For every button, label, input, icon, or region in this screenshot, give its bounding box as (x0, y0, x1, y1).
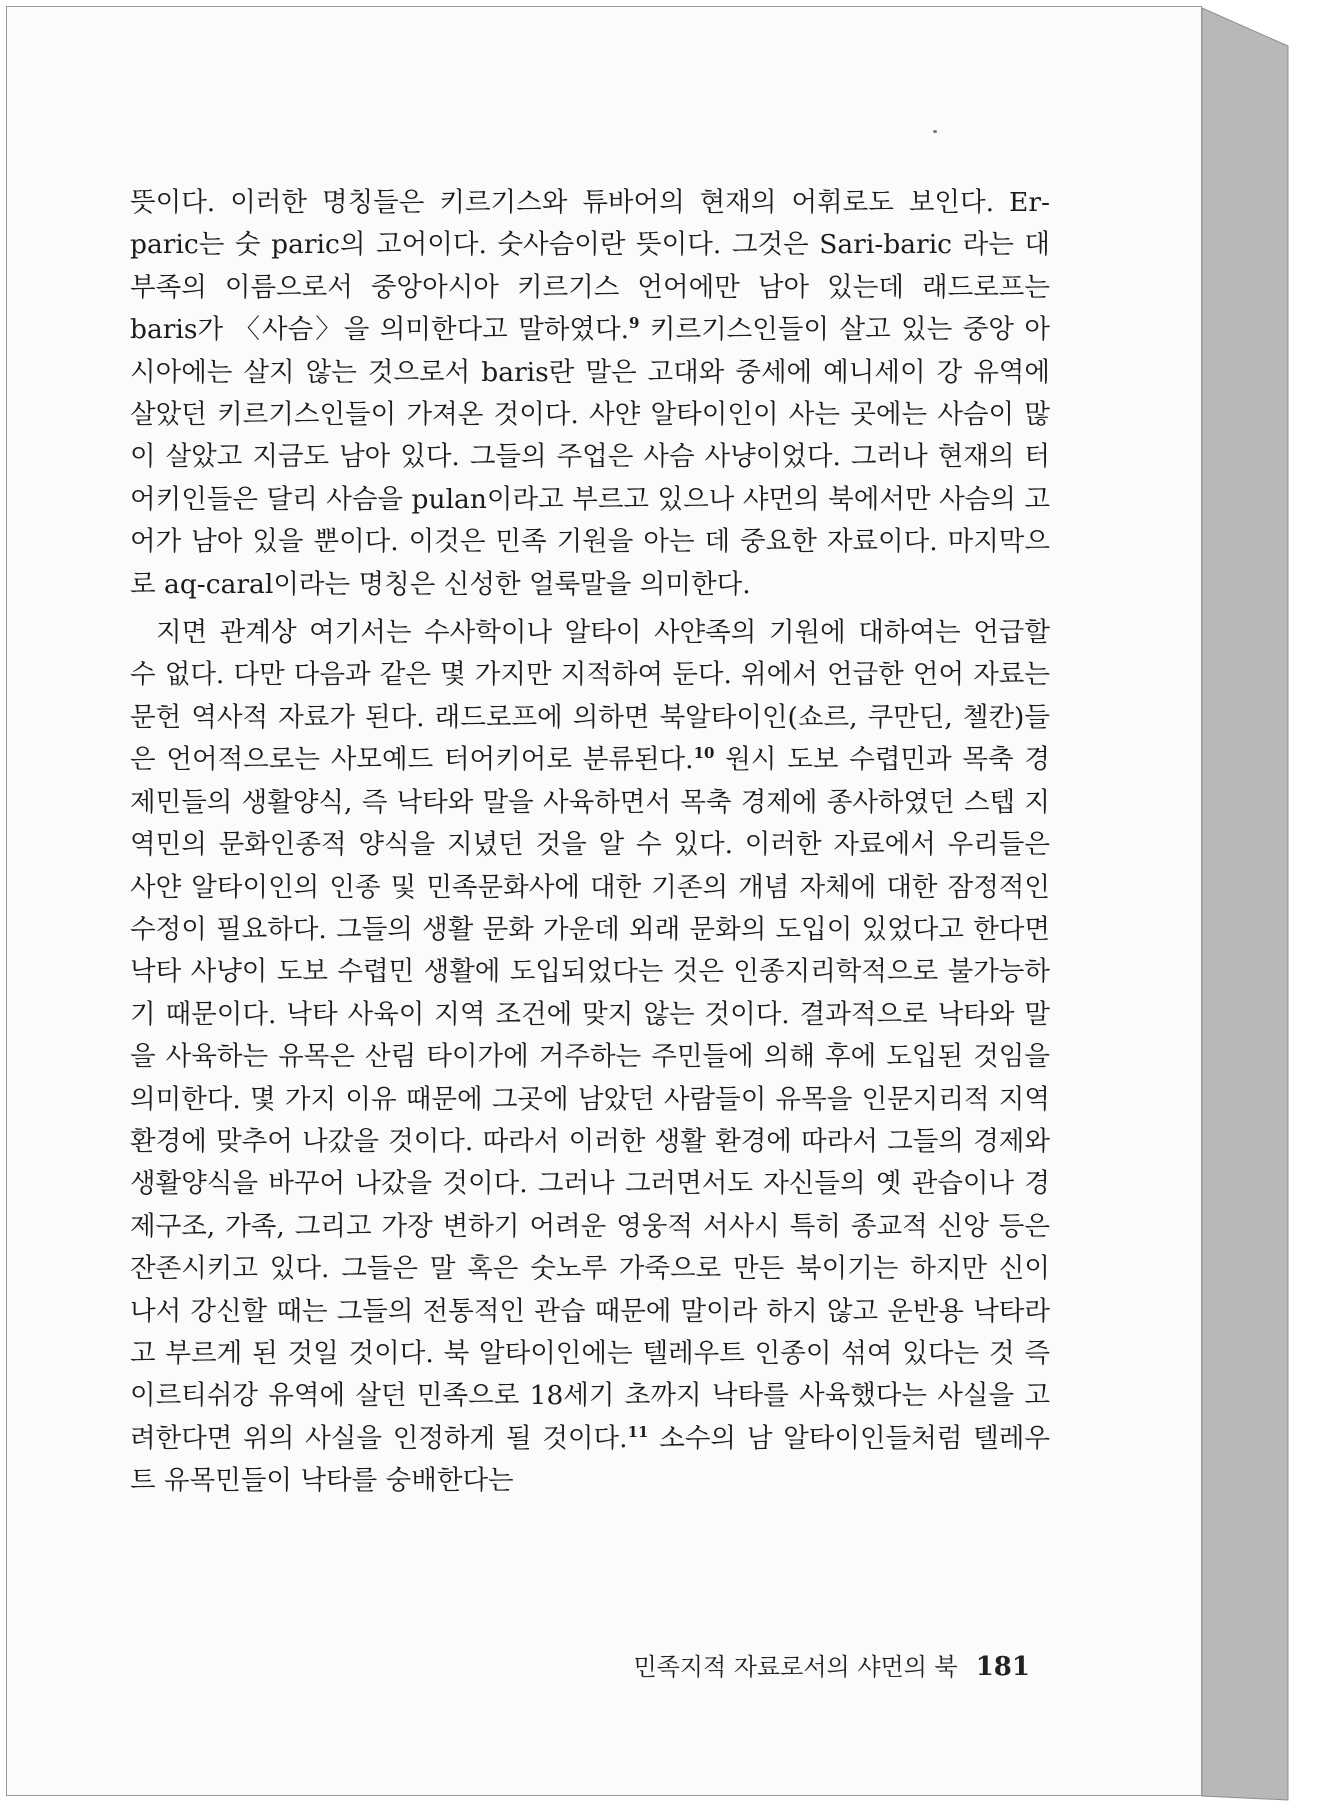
page-number: 181 (975, 1652, 1030, 1682)
footnote-ref-10: 10 (693, 744, 715, 763)
running-title: 민족지적 자료로서의 샤먼의 북 (633, 1653, 958, 1681)
footnote-ref-11: 11 (627, 1422, 649, 1441)
paragraph-2-part-1: 지면 관계상 여기서는 수사학이나 알타이 사얀족의 기원에 대하여는 언급할 수 없다. 다만 다음과 같은 몇 가지만 지적하여 둔다. 위에서 언급한 언어 자료는 문헌 역사적 자료가 된다. 래드로프에 의하면 북알타이인(쇼르, 쿠만딘, 첼칸)들은 언어적으로는 사모예드 터어키어로 분류된다. (130, 617, 1050, 776)
footnote-ref-9: 9 (629, 314, 640, 333)
page-body-text (130, 182, 1050, 1503)
scan-speck (933, 130, 937, 133)
paragraph-2-part-2: 원시 도보 수렵민과 목축 경제민들의 생활양식, 즉 낙타와 말을 사육하면서 목축 경제에 종사하였던 스텝 지역민의 문화인종적 양식을 지녔던 것을 알 수 있다. 이러한 자료에서 우리들은 사얀 알타이인의 인종 및 민족문화사에 대한 기존의 개념 자체에 대한 잠정적인 수정이 필요하다. 그들의 생활 문화 가운데 외래 문화의 도입이 있었다고 한다면 낙타 사냥이 도보 수렵민 생활에 도입되었다는 것은 인종지리학적으로 불가능하기 때문이다. 낙타 사육이 지역 조건에 맞지 않는 것이다. 결과적으로 낙타와 말을 사육하는 유목은 산림 타이가에 거주하는 주민들에 의해 후에 도입된 것임을 의미한다. 몇 가지 이유 때문에 그곳에 남았던 사람들이 유목을 인문지리적 지역 환경에 맞추어 나갔을 것이다. 따라서 이러한 생활 환경에 따라서 그들의 경제와 생활양식을 바꾸어 나갔을 것이다. 그러나 그러면서도 자신들의 옛 관습이나 경제구조, 가족, 그리고 가장 변하기 어려운 영웅적 서사시 특히 종교적 신앙 등은 잔존시키고 있다. 그들은 말 혹은 숫노루 가죽으로 만든 북이기는 하지만 신이 나서 강신할 때는 그들의 전통적인 관습 때문에 말이라 하지 않고 운반용 낙타라고 부르게 된 것일 것이다. 북 알타이인에는 텔레우트 인종이 섞여 있다는 것 즉 이르티쉬강 유역에 살던 민족으로 18세기 초까지 낙타를 사육했다는 사실을 고려한다면 위의 사실을 인정하게 될 것이다. (130, 744, 1050, 1454)
book-side-panel (1202, 8, 1288, 1800)
paragraph-1-part-2: 키르기스인들이 살고 있는 중앙 아시아에는 살지 않는 것으로서 baris란 말은 고대와 중세에 예니세이 강 유역에 살았던 키르기스인들이 가져온 것이다. 사얀 알타이인이 사는 곳에는 사슴이 많이 살았고 지금도 남아 있다. 그들의 주업은 사슴 사냥이었다. 그러나 현재의 터어키인들은 달리 사슴을 pulan이라고 부르고 있으나 샤먼의 북에서만 사슴의 고어가 남아 있을 뿐이다. 이것은 민족 기원을 아는 데 중요한 자료이다. 마지막으로 aq-caral이라는 명칭은 신성한 얼룩말을 의미한다. (130, 314, 1050, 600)
paragraph-1 (130, 182, 1050, 606)
paragraph-1-part-1: 뜻이다. 이러한 명칭들은 키르기스와 튜바어의 현재의 어휘로도 보인다. Er-paric는 숫 paric의 고어이다. 숫사슴이란 뜻이다. 그것은 Sari-baric 라는 대부족의 이름으로서 중앙아시아 키르기스 언어에만 남아 있는데 래드로프는 baris가 〈사슴〉을 의미한다고 말하였다. (130, 187, 1050, 346)
running-footer (600, 1647, 1030, 1682)
paragraph-2-part-3: 소수의 남 알타이인들처럼 텔레우트 유목민들이 낙타를 숭배한다는 (130, 1422, 1050, 1497)
paragraph-2 (130, 612, 1050, 1503)
